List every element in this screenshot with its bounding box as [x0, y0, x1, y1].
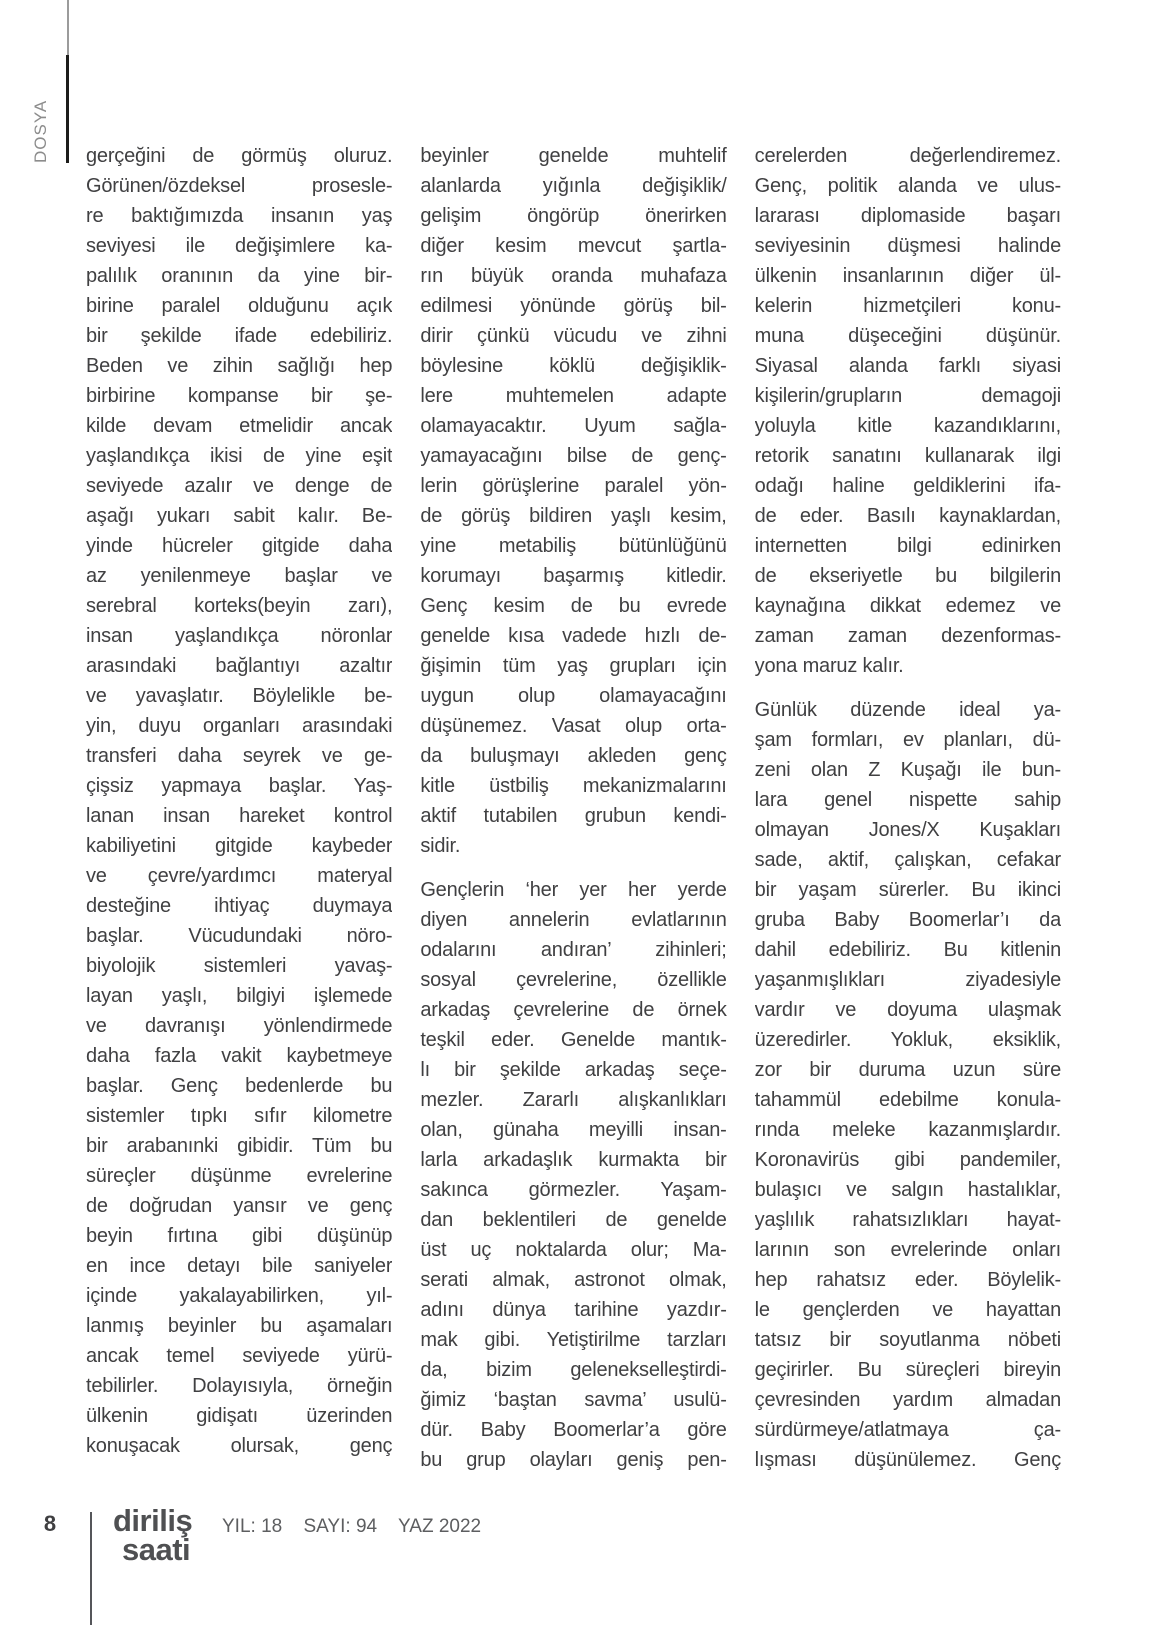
text-line: lanmış beyinler bu aşamaları: [86, 1315, 393, 1337]
text-line: ğişimin tüm yaş grupları için: [420, 655, 727, 677]
text-line: lerin görüşlerine paralel yön-: [420, 475, 727, 497]
text-line: retorik sanatını kullanarak ilgi: [754, 445, 1061, 467]
text-line: dan beklentileri de genelde: [420, 1209, 727, 1231]
text-line: zeni olan Z Kuşağı ile bun-: [754, 759, 1061, 781]
text-line: ve çevre/yardımcı materyal: [86, 865, 393, 887]
text-line: Genç kesim de bu evrede: [420, 595, 727, 617]
text-line: layan yaşlı, bilgiyi işlemede: [86, 985, 393, 1007]
text-line: sidir.: [420, 835, 461, 857]
footer-divider: [90, 1512, 92, 1625]
text-line: diyen annelerin evlatlarının: [420, 909, 727, 931]
text-line: üzeredirler. Yokluk, eksiklik,: [754, 1029, 1061, 1051]
text-line: dahil edebiliriz. Bu kitlenin: [754, 939, 1061, 961]
text-line: arasındaki bağlantıyı azaltır: [86, 655, 393, 677]
top-rule-thick: [66, 55, 69, 163]
text-line: geçirirler. Bu süreçleri bireyin: [754, 1359, 1061, 1381]
text-line: tebilirler. Dolayısıyla, örneğin: [86, 1375, 393, 1397]
text-line: yona maruz kalır.: [754, 655, 904, 677]
text-line: olmayan Jones/X Kuşakları: [754, 819, 1061, 841]
text-line: seviyesinin düşmesi halinde: [754, 235, 1061, 257]
text-line: içinde yakalayabilirken, yıl-: [86, 1285, 393, 1307]
text-line: rın büyük oranda muhafaza: [420, 265, 727, 287]
text-line: vardır ve doyuma ulaşmak: [754, 999, 1061, 1021]
text-line: lı bir şekilde arkadaş seçe-: [420, 1059, 727, 1081]
text-line: kişilerin/grupların demagoji: [754, 385, 1061, 407]
issue-year: YIL: 18: [222, 1516, 283, 1537]
text-line: beyin fırtına gibi düşünüp: [86, 1225, 393, 1247]
text-line: palılık oranının da yine bir-: [86, 265, 393, 287]
text-line: larının son evrelerinde onları: [754, 1239, 1061, 1261]
text-line: tahammül edebilme konula-: [754, 1089, 1061, 1111]
text-line: çevresinden yardım almadan: [754, 1389, 1061, 1411]
page-number: 8: [43, 1511, 57, 1536]
text-line: böylesine köklü değişiklik-: [420, 355, 727, 377]
text-line: diğer kesim mevcut şartla-: [420, 235, 727, 257]
text-line: cerelerden değerlendiremez.: [754, 145, 1061, 167]
text-line: başlar. Genç bedenlerde bu: [86, 1075, 393, 1097]
magazine-logo: [113, 1503, 193, 1567]
text-line: gerçeğini de görmüş oluruz.: [86, 145, 393, 167]
text-line: en ince detayı bile saniyeler: [86, 1255, 393, 1277]
text-line: da buluşmayı akleden genç: [420, 745, 727, 767]
logo-line2: saati: [122, 1532, 191, 1567]
text-line: beyinler genelde muhtelif: [420, 145, 727, 167]
text-line: zor bir duruma uzun süre: [754, 1059, 1061, 1081]
text-line: serati almak, astronot olmak,: [420, 1269, 727, 1291]
text-line: transferi daha seyrek ve ge-: [86, 745, 393, 767]
text-line: hep rahatsız eder. Böylelik-: [754, 1269, 1061, 1291]
text-line: ve yavaşlatır. Böylelikle be-: [86, 685, 393, 707]
text-line: sakınca görmezler. Yaşam-: [420, 1179, 727, 1201]
text-line: seviyede azalır ve denge de: [86, 475, 393, 497]
text-line: bulaşıcı ve salgın hastalıklar,: [754, 1179, 1061, 1201]
text-line: internetten bilgi edinirken: [754, 535, 1061, 557]
text-line: Beden ve zihin sağlığı hep: [86, 355, 393, 377]
text-line: Genç, politik alanda ve ulus-: [754, 175, 1061, 197]
text-line: genelde kısa vadede hızlı de-: [420, 625, 727, 647]
text-line: Gençlerin ‘her yer her yerde: [420, 879, 727, 901]
text-line: olamayacaktır. Uyum sağla-: [420, 415, 727, 437]
text-line: serebral korteks(beyin zarı),: [86, 595, 393, 617]
text-line: de ekseriyetle bu bilgilerin: [754, 565, 1061, 587]
text-line: mezler. Zararlı alışkanlıkları: [420, 1089, 727, 1111]
text-line: aktif tutabilen grubun kendi-: [420, 805, 727, 827]
text-line: ülkenin insanlarının diğer ül-: [754, 265, 1061, 287]
text-line: yaşlılık rahatsızlıkları hayat-: [754, 1209, 1061, 1231]
issue-season: YAZ 2022: [398, 1516, 482, 1537]
text-column-2: [420, 141, 726, 1475]
text-line: insan yaşlandıkça nöronlar: [86, 625, 393, 647]
text-line: üst uç noktalarda olur; Ma-: [420, 1239, 727, 1261]
text-line: da, bizim gelenekselleştirdi-: [420, 1359, 727, 1381]
text-line: ve davranışı yönlendirmede: [86, 1015, 393, 1037]
text-line: seviyesi ile değişimlere ka-: [86, 235, 393, 257]
text-line: çişsiz yapmaya başlar. Yaş-: [86, 775, 393, 797]
issue-info: [222, 1516, 497, 1538]
text-line: kelerin hizmetçileri konu-: [754, 295, 1061, 317]
text-line: şam formları, ev planları, dü-: [754, 729, 1061, 751]
text-line: dirir çünkü vücudu ve zihni: [420, 325, 727, 347]
text-line: yamayacağını bilse de genç-: [420, 445, 727, 467]
text-line: birine paralel olduğunu açık: [86, 295, 393, 317]
article-body: [86, 141, 1061, 1475]
text-line: alanlarda yığınla değişiklik/: [420, 175, 727, 197]
section-label-dosya: DOSYA: [31, 99, 50, 163]
text-line: odalarını andıran’ zihinleri;: [420, 939, 727, 961]
text-line: kitle üstbiliş mekanizmalarını: [420, 775, 727, 797]
text-line: Koronavirüs gibi pandemiler,: [754, 1149, 1061, 1171]
text-line: uygun olup olamayacağını: [420, 685, 727, 707]
text-line: birbirine kompanse bir şe-: [86, 385, 393, 407]
text-line: de doğrudan yansır ve genç: [86, 1195, 393, 1217]
issue-number: SAYI: 94: [303, 1516, 378, 1537]
text-line: başlar. Vücudundaki nöro-: [86, 925, 393, 947]
text-line: sürdürmeye/atlatmaya ça-: [754, 1419, 1061, 1441]
text-line: rında meleke kazanmışlardır.: [754, 1119, 1061, 1141]
text-line: le gençlerden ve hayattan: [754, 1299, 1061, 1321]
text-line: odağı haline geldiklerini ifa-: [754, 475, 1061, 497]
text-line: yaşlandıkça ikisi de yine eşit: [86, 445, 393, 467]
text-line: gelişim öngörüp önerirken: [420, 205, 727, 227]
text-line: yinde hücreler gitgide daha: [86, 535, 393, 557]
text-line: bir yaşam sürerler. Bu ikinci: [754, 879, 1061, 901]
text-line: kabiliyetini gitgide kaybeder: [86, 835, 393, 857]
text-line: bir arabanınki gibidir. Tüm bu: [86, 1135, 393, 1157]
text-line: edilmesi yönünde görüş bil-: [420, 295, 727, 317]
text-line: gruba Baby Boomerlar’ı da: [754, 909, 1061, 931]
text-line: konuşacak olursak, genç: [86, 1435, 393, 1457]
text-line: lanan insan hareket kontrol: [86, 805, 393, 827]
text-line: Görünen/özdeksel prosesle-: [86, 175, 393, 197]
text-line: daha fazla vakit kaybetmeye: [86, 1045, 393, 1067]
text-line: lere muhtemelen adapte: [420, 385, 727, 407]
paragraph-break: [755, 681, 1061, 695]
text-line: adını dünya tarihine yazdır-: [420, 1299, 727, 1321]
text-line: kaynağına dikkat edemez ve: [754, 595, 1061, 617]
text-line: kilde devam etmelidir ancak: [86, 415, 393, 437]
text-line: yaşanmışlıkları ziyadesiyle: [754, 969, 1061, 991]
top-rule-thin: [67, 0, 69, 55]
text-line: ülkenin gidişatı üzerinden: [86, 1405, 393, 1427]
text-line: yin, duyu organları arasındaki: [86, 715, 393, 737]
text-line: dür. Baby Boomerlar’a göre: [420, 1419, 727, 1441]
text-line: az yenilenmeye başlar ve: [86, 565, 393, 587]
text-line: yine metabiliş bütünlüğünü: [420, 535, 727, 557]
text-line: olan, günaha meyilli insan-: [420, 1119, 727, 1141]
text-line: lışması düşünülemez. Genç: [754, 1449, 1061, 1471]
text-line: zaman zaman dezenformas-: [754, 625, 1061, 647]
text-line: lararası diplomaside başarı: [754, 205, 1061, 227]
text-line: arkadaş çevrelerine de örnek: [420, 999, 727, 1021]
text-line: korumayı başarmış kitledir.: [420, 565, 727, 587]
text-line: sosyal çevrelerine, özellikle: [420, 969, 727, 991]
logo-line1: diriliş: [113, 1503, 193, 1538]
text-line: bir şekilde ifade edebiliriz.: [86, 325, 393, 347]
text-line: düşünemez. Vasat olup orta-: [420, 715, 727, 737]
text-line: teşkil eder. Genelde mantık-: [420, 1029, 727, 1051]
text-line: sistemler tıpkı sıfır kilometre: [86, 1105, 393, 1127]
text-line: mak gibi. Yetiştirilme tarzları: [420, 1329, 727, 1351]
text-line: muna düşeceğini düşünür.: [754, 325, 1061, 347]
text-line: tatsız bir soyutlanma nöbeti: [754, 1329, 1061, 1351]
text-line: ancak temel seviyede yürü-: [86, 1345, 393, 1367]
text-line: süreçler düşünme evrelerine: [86, 1165, 393, 1187]
text-column-3: [755, 141, 1061, 1475]
text-line: biyolojik sistemleri yavaş-: [86, 955, 393, 977]
text-line: de görüş bildiren yaşlı kesim,: [420, 505, 727, 527]
text-line: desteğine ihtiyaç duymaya: [86, 895, 393, 917]
paragraph-break: [420, 861, 726, 875]
text-line: aşağı yukarı sabit kalır. Be-: [86, 505, 393, 527]
text-line: ğimiz ‘baştan savma’ usulü-: [420, 1389, 727, 1411]
text-line: de eder. Basılı kaynaklardan,: [754, 505, 1061, 527]
text-line: bu grup olayları geniş pen-: [420, 1449, 727, 1471]
text-line: re baktığımızda insanın yaş: [86, 205, 393, 227]
text-line: Günlük düzende ideal ya-: [754, 699, 1061, 721]
text-column-1: [86, 141, 392, 1475]
text-line: larla arkadaşlık kurmakta bir: [420, 1149, 727, 1171]
text-line: Siyasal alanda farklı siyasi: [754, 355, 1061, 377]
text-line: sade, aktif, çalışkan, cefakar: [754, 849, 1061, 871]
text-line: lara genel nispette sahip: [754, 789, 1061, 811]
text-line: yoluyla kitle kazandıklarını,: [754, 415, 1061, 437]
